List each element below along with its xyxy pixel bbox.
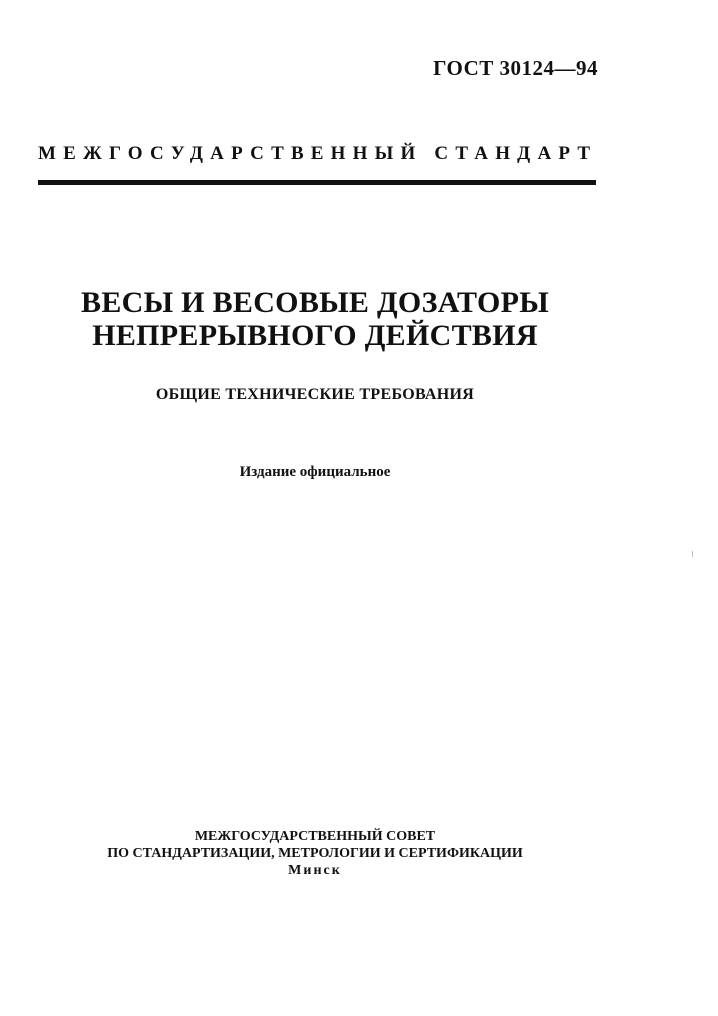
title-line-1: ВЕСЫ И ВЕСОВЫЕ ДОЗАТОРЫ <box>81 286 549 319</box>
document-subtitle: ОБЩИЕ ТЕХНИЧЕСКИЕ ТРЕБОВАНИЯ <box>155 386 475 403</box>
title-line-2: НЕПРЕРЫВНОГО ДЕЙСТВИЯ <box>92 319 538 352</box>
gost-number: ГОСТ 30124—94 <box>433 56 598 80</box>
scan-speck <box>689 551 693 557</box>
header-rule <box>38 180 596 185</box>
standard-type-heading: МЕЖГОСУДАРСТВЕННЫЙ СТАНДАРТ <box>38 143 598 164</box>
publisher-block <box>0 828 630 879</box>
publisher-line-2: ПО СТАНДАРТИЗАЦИИ, МЕТРОЛОГИИ И СЕРТИФИКАЦИИ <box>107 846 523 861</box>
publisher-line-1: МЕЖГОСУДАРСТВЕННЫЙ СОВЕТ <box>194 829 436 844</box>
document-title <box>0 286 630 352</box>
edition-label: Издание официальное <box>239 464 391 480</box>
publisher-city: Минск <box>288 863 342 878</box>
